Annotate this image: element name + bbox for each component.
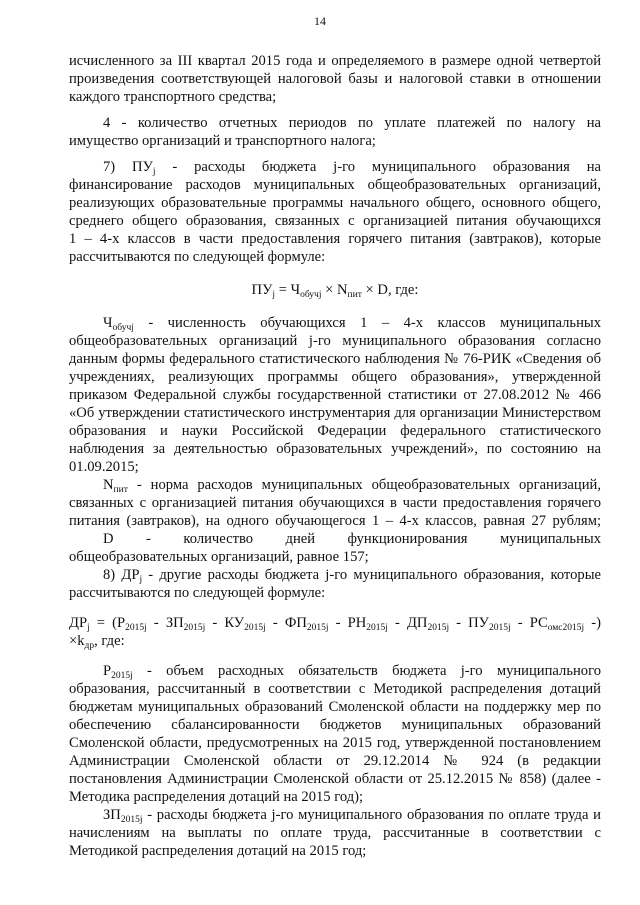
text-line: рассчитываются по следующей формуле: bbox=[69, 585, 326, 601]
text-line: Методикой распределения дотаций на 2015 год; bbox=[69, 843, 367, 859]
text-line: данным формы федерального статистического наблюдения № 76-РИК «Сведения об bbox=[69, 351, 601, 367]
text-line: рассчитываются по следующей формуле: bbox=[69, 249, 326, 265]
text-line: образования, рассчитанный в соответствии с Методикой распределения дотаций bbox=[69, 681, 601, 697]
text-line: $Ч_{обучj}$ - численность обучающихся 1 – 4-х классов муниципальных bbox=[103, 315, 601, 333]
text-line: $\times k_{др}$, где: bbox=[69, 633, 125, 651]
text-line: приказом Федеральной службы государственной статистики от 27.08.2012 № 466 bbox=[69, 387, 601, 403]
text-line: D - количество дней функционирования муниципальных bbox=[103, 531, 601, 547]
text-line: Администрации Смоленской области от 29.12.2014 № 924 (в редакции bbox=[69, 753, 601, 769]
text-line: среднего общего образования, связанных с организацией питания обучающихся bbox=[69, 213, 601, 229]
text-line: имущество организаций и транспортного налога; bbox=[69, 133, 376, 149]
text-line: $Р_{2015j}$ - объем расходных обязательств бюджета j-го муниципального bbox=[103, 663, 601, 681]
text-line: $ДР_j = (Р_{2015j} - ЗП_{2015j} - КУ_{2015j} - ФП_{2015j} - РН_{2015j} - ДП_{2015j} - ПУ_{2015j} - РС_{омс2015j}$ -) bbox=[69, 615, 601, 633]
text-line: 8) $ДР_j$ - другие расходы бюджета j-го муниципального образования, которые bbox=[103, 567, 601, 585]
text-line: финансирование расходов муниципальных общеобразовательных организаций, bbox=[69, 177, 601, 193]
text-line: реализующих образовательные программы начального общего, основного общего, bbox=[69, 195, 601, 211]
text-line: учреждениях, реализующих программы общего образования», утвержденной bbox=[69, 369, 601, 385]
text-line: каждого транспортного средства; bbox=[69, 89, 277, 105]
text-line: 01.09.2015; bbox=[69, 459, 139, 475]
text-line: наблюдения за деятельностью образовательных учреждений», по состоянию на bbox=[69, 441, 601, 457]
text-line: 4 - количество отчетных периодов по уплате платежей по налогу на bbox=[103, 115, 601, 131]
text-line: $ПУ_j = Ч_{обучj} \times N_{пит} \times D$, где: bbox=[251, 282, 419, 300]
text-line: постановления Администрации Смоленской области от 25.12.2015 № 858) (далее - bbox=[69, 771, 601, 787]
text-line: произведения соответствующей налоговой базы и налоговой ставки в отношении bbox=[69, 71, 601, 87]
text-line: общеобразовательных организаций, равное 157; bbox=[69, 549, 369, 565]
text-line: 7) $ПУ_j$ - расходы бюджета j-го муниципального образования на bbox=[103, 159, 601, 177]
text-line: бюджетам муниципальных образований Смоленской области на поддержку мер по bbox=[69, 699, 601, 715]
text-line: начислениям на выплаты по оплате труда, рассчитанные в соответствии с bbox=[69, 825, 601, 841]
text-line: Методика распределения дотаций на 2015 год); bbox=[69, 789, 364, 805]
text-line: $ЗП_{2015j}$ - расходы бюджета j-го муниципального образования по оплате труда и bbox=[103, 807, 601, 825]
page-number: 14 bbox=[314, 14, 326, 28]
text-line: питания (завтраков), на одного обучающегося 1 – 4-х классов, равная 27 рублям; bbox=[69, 513, 601, 529]
text-line: исчисленного за III квартал 2015 года и определяемого в размере одной четвертой bbox=[69, 53, 601, 69]
text-line: 1 – 4-х классов в части предоставления горячего питания (завтраков), которые bbox=[69, 231, 601, 247]
text-line: Смоленской области, предусмотренных на 2015 год, утвержденной постановлением bbox=[69, 735, 601, 751]
text-line: образования и науки Российской Федерации федерального статистического bbox=[69, 423, 601, 439]
text-line: $N_{пит}$ - норма расходов муниципальных общеобразовательных организаций, bbox=[103, 477, 601, 495]
text-line: обеспечению сбалансированности бюджетов муниципальных образований bbox=[69, 717, 601, 733]
text-line: связанных с организацией питания обучающихся в части предоставления горячего bbox=[69, 495, 601, 511]
text-line: «Об утверждении статистического инструментария для организации Министерством bbox=[69, 405, 601, 421]
text-line: общеобразовательных организаций j-го муниципального образования согласно bbox=[69, 333, 601, 349]
